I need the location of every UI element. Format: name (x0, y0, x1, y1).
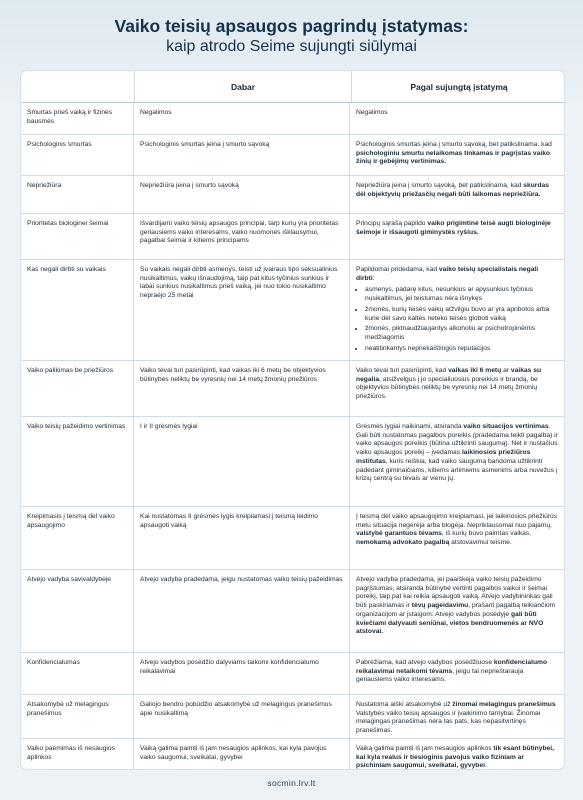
row-topic: Smurtas prieš vaiką ir fizinės bausmės (21, 103, 134, 134)
row-topic: Kreipimasis į teismą dėl vaiko apsaugojimo (21, 507, 134, 569)
row-topic: Nepriežiūra (21, 176, 134, 213)
page-subtitle: kaip atrodo Seime sujungti siūlymai (166, 38, 417, 55)
row-current: Kai nustatomas II grėsmės lygis kreipiamasi į teismą leidimo apsaugoti vaiką (134, 507, 350, 569)
text: , jeigu tai neprieštarauja geriausiems vaiko interesams. (356, 667, 524, 684)
text: Negalimos (356, 109, 388, 116)
row-current: Galiojo bendro pobūdžio atsakomybė už melagingus pranešimus apie nusikaltimą (134, 695, 350, 738)
bold-text: skurdas dėl objektyvių priežasčių negali būti laikomas nepriežiūra. (356, 182, 549, 198)
header-proposed: Pagal sujungtą įstatymą (410, 81, 508, 92)
text: ar (501, 367, 511, 374)
page-header (0, 0, 583, 68)
text: . Gali būti nustatomas pagalbos poreikis (pradedama teikti pagalba) ir vaiko apsaugos poreikis (būtina užtikrinti saugumą). Net ir nustačius vaiko apsaugos poreikį – įvedamas (356, 423, 558, 457)
row-topic: Atsakomybė už melagingus pranešimus (21, 695, 134, 738)
bold-text: žinomai melagingus pranešimus (452, 701, 556, 708)
text: . (484, 762, 487, 770)
row-proposed (350, 653, 564, 694)
table-row (21, 507, 564, 570)
text: Nustatoma aiški atsakomybė už (356, 701, 453, 708)
footer-url: socmin.lrv.lt (267, 778, 316, 788)
table-body (21, 103, 564, 770)
row-topic: Vaiko teisių pažeidimo vertinimas (21, 417, 134, 506)
header-topic-cell (21, 71, 135, 102)
table-row (21, 695, 564, 739)
row-current: Vaiką galima paimti iš jam nesaugios aplinkos, kai kyla pavojus vaiko saugumui, sveikatai, gyvybei (134, 739, 350, 770)
bold-text: tik esant būtinybei, kai kyla realus ir tiesioginis pavojus vaiko fiziniam ar psichiniam saugumui, sveikatai, gyvybei (356, 745, 554, 770)
row-topic: Konfidencialumas (21, 653, 134, 694)
table-row (21, 260, 564, 361)
bold-text: vaiko teisių specialistais negali dirbti (356, 266, 539, 282)
page-title: Vaiko teisių apsaugos pagrindų įstatymas: (114, 16, 469, 36)
list-item: • žmonės, piktnaudžiaujantys alkoholiu ar psichotropinėmis medžiagomis (365, 325, 558, 342)
row-current: Negalimos (134, 103, 350, 134)
list-item: • neatitinkantys nepriekaištingos reputacijos (365, 345, 558, 354)
row-topic: Psichologinis smurtas (21, 135, 134, 175)
header-current: Dabar (135, 71, 352, 102)
list-item: • žmonės, kurių teisės vaikų atžvilgiu buvo ar yra apribotos arba kurie dėl savo kaltės neteko teisės globoti vaiką (365, 306, 558, 323)
row-proposed (350, 214, 564, 259)
table-row (21, 176, 564, 214)
row-topic: Vaiko paėmimas iš nesaugios aplinkos (21, 739, 134, 770)
bold-text: tėvų pageidavimu (411, 602, 469, 610)
table-row (21, 361, 564, 417)
bold-text: konfidencialumo reikalavimai netaikomi tėvams (356, 659, 548, 675)
row-topic: Prioritetas biologinei šeimai (21, 214, 134, 259)
row-proposed (350, 507, 564, 569)
table-row (21, 214, 564, 260)
row-topic: Vaiko palikimas be priežiūros (21, 361, 134, 416)
bold-text: vaiko situacijos vertinimas (463, 423, 549, 430)
row-current: I ir II grėsmės lygiai (134, 417, 350, 506)
bullet-list (356, 286, 558, 353)
text: , prašant pagalbą teikiančiom organizacijom ar įstaigom. Atvejo vadybos posėdyje (356, 602, 556, 618)
row-proposed (350, 739, 564, 770)
text: Grėsmės lygiai naikinami, atsiranda (356, 423, 464, 430)
row-current: Vaiko tėvai turi pasirūpinti, kad vaikas iki 6 metų be objektyvios būtinybės neliktų be vyresnių nei 14 metų žmonių priežiūros (134, 361, 350, 416)
row-proposed (350, 570, 564, 652)
row-proposed (350, 417, 564, 506)
text: Vaiką galima paimti iš jam nesaugios aplinkos (356, 745, 494, 752)
row-current: Nepriežiūra įeina į smurto sąvoką (134, 176, 350, 213)
row-current: Su vaikais negali dirbti asmenys, teisti už įvairaus tipo seksualinius nusikaltimus, vaikų išnaudojimą, taip pat kitus tyčinius sunkius ir labai sunkius nusikaltimus prieš vaiką, jei nuo tokio nusikaltimo nepraėjo 25 metai (134, 260, 350, 360)
table-row (21, 653, 564, 695)
row-proposed (350, 695, 564, 738)
text: Valstybės vaiko teisių apsaugos ir įvaikinimo tarnybai. Žinomai melagingas pranešimas nėra tas pats, kas nepasitvirtinęs pranešimas. (356, 709, 541, 735)
bold-text: laikinosios priežiūros institutas (356, 449, 531, 465)
table-row (21, 417, 564, 507)
row-current: Atvejo vadybos posėdžio dalyviams taikomi konfidencialumo reikalavimai (134, 653, 350, 694)
bold-text: nemokamą advokato pagalbą (356, 539, 450, 547)
table-header-row (21, 71, 564, 103)
text: , atsižvelgus į jo specialiuosius poreikius ir brandą, be objektyvios būtinybės neliktų be vyresnių nei 14 metų žmonių priežiūros. (356, 375, 538, 401)
text: Vaiko tėvai turi pasirūpinti, kad (356, 367, 449, 374)
row-current: Psichologinis smurtas įeina į smurto sąvoką (134, 135, 350, 175)
bold-text: gali būti kviečiami dalyvauti seniūnai, vietos bendruomenės ar NVO atstovai. (356, 610, 544, 636)
bold-text: vaiko prigimtinė teisė augti biologinėje šeimoje ir išsaugoti giminystės ryšius. (356, 220, 551, 236)
row-proposed (350, 135, 564, 175)
row-proposed (350, 176, 564, 213)
text: : (372, 274, 375, 282)
text: Psichologinis smurtas įeina į smurto sąvoką, bet patikslinama, kad (356, 141, 552, 148)
bold-text: psichologiniu smurtu nelaikomas tinkamas ir pagrįstas vaiko žinių ir gebėjimų vertinimas. (356, 149, 550, 166)
row-proposed (350, 260, 564, 360)
text: Principų sąrašą papildo (356, 220, 428, 227)
comparison-table (20, 70, 565, 770)
table-row (21, 739, 564, 770)
text: , iš kurių buvo paimtas vaikas, (441, 530, 532, 538)
row-proposed (350, 103, 564, 134)
text: Atvejo vadyba pradedama, jei paaiškėja vaiko teisių pažeidimo pagrįstumas, atsiranda būtinybė vertinti pagalbos vaikui ir šeimai poreikį, taip pat kai reikia apsaugoti vaiką. Atvejo vadybininkas gali būti paskiriamas ir (356, 576, 553, 610)
row-topic: Atvejo vadyba savivaldybėje (21, 570, 134, 652)
list-item: • asmenys, padarę kitus, nesunkius ar apysunkius tyčinius nusikaltimus, jei teistumas nėra išnykęs (365, 286, 558, 303)
table-row (21, 103, 564, 135)
row-proposed (350, 361, 564, 416)
text: Pabrėžiama, kad atvejo vadybos posėdžiuose (356, 659, 494, 666)
text: atstovavimui teisme. (449, 539, 512, 547)
bold-text: valstybė garantuos tėvams (356, 530, 442, 538)
row-current: Išvardijami vaiko teisių apsaugos principai, tarp kurių yra prioritetas geriausiems vaiko interesams, vaiko nuomonės išklausymui, pagalbai šeimai ir kitiems principams (134, 214, 350, 259)
text: , kuris reiškia, kad vaiko saugumą bandoma užtikrinti padedant giminaičiams, kitiems artimiems asmenims arba nuvežus į krizių centrą su tėvais ar vienu jų. (356, 457, 558, 483)
bold-text: vaikas su negalia (356, 367, 542, 383)
table-row (21, 135, 564, 176)
text: Į teismą dėl vaiko apsaugojimo kreipiamasi, jei laikinosios priežiūros metu situacija negerėja arba blogėja. Nepriklausomai nuo pajamų, (356, 513, 558, 529)
row-current: Atvejo vadyba pradedama, jeigu nustatomas vaiko teisių pažeidimas (134, 570, 350, 652)
bold-text: vaikas iki 6 metų (448, 367, 502, 374)
table-row (21, 570, 564, 653)
row-topic: Kas negali dirbti su vaikais (21, 260, 134, 360)
text: Papildomai pridedama, kad (356, 266, 439, 273)
text: Nepriežiūra įeina į smurto sąvoką, bet patikslinama, kad (356, 182, 524, 189)
